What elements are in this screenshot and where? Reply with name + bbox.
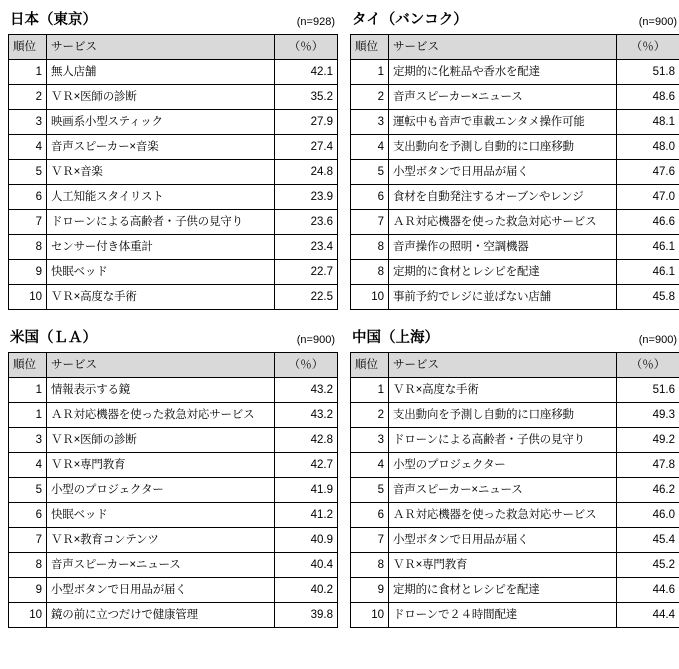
- cell-percent: 41.2: [275, 503, 338, 528]
- cell-percent: 24.8: [275, 160, 338, 185]
- table-row: [9, 185, 338, 210]
- cell-rank: 6: [351, 503, 389, 528]
- cell-rank: 4: [351, 453, 389, 478]
- cell-service: 食材を自動発注するオーブンやレンジ: [389, 185, 617, 210]
- cell-rank: 10: [9, 285, 47, 310]
- table-row: [351, 528, 679, 553]
- cell-percent: 22.5: [275, 285, 338, 310]
- column-header-percent: （％）: [275, 353, 338, 378]
- cell-percent: 42.7: [275, 453, 338, 478]
- cell-percent: 46.1: [617, 235, 679, 260]
- cell-percent: 40.2: [275, 578, 338, 603]
- table-row: [351, 285, 679, 310]
- cell-percent: 40.4: [275, 553, 338, 578]
- cell-rank: 8: [9, 553, 47, 578]
- cell-service: 無人店舗: [47, 60, 275, 85]
- cell-service: 快眠ベッド: [47, 503, 275, 528]
- table-row: [351, 185, 679, 210]
- cell-percent: 41.9: [275, 478, 338, 503]
- column-header-percent: （％）: [617, 35, 679, 60]
- panel-title: 中国（上海）: [352, 330, 439, 346]
- cell-service: センサー付き体重計: [47, 235, 275, 260]
- cell-service: ＶＲ×音楽: [47, 160, 275, 185]
- cell-service: ＡＲ対応機器を使った救急対応サービス: [47, 403, 275, 428]
- table-row: [351, 603, 679, 628]
- cell-service: 音声スピーカー×ニュース: [47, 553, 275, 578]
- table-row: [9, 578, 338, 603]
- cell-rank: 9: [351, 578, 389, 603]
- panel-sample-size: (n=900): [296, 334, 335, 346]
- panel-grid: [8, 8, 677, 628]
- cell-rank: 5: [351, 478, 389, 503]
- cell-percent: 45.8: [617, 285, 679, 310]
- column-header-percent: （％）: [275, 35, 338, 60]
- cell-service: 音声スピーカー×ニュース: [389, 85, 617, 110]
- cell-percent: 23.6: [275, 210, 338, 235]
- cell-rank: 8: [351, 235, 389, 260]
- table-row: [351, 578, 679, 603]
- panel-title: 米国（ＬＡ）: [10, 330, 97, 346]
- panel-thailand: [350, 8, 679, 310]
- table-row: [351, 453, 679, 478]
- cell-percent: 43.2: [275, 403, 338, 428]
- panel-title: タイ（バンコク）: [352, 12, 468, 28]
- cell-service: 定期的に食材とレシピを配達: [389, 260, 617, 285]
- table-row: [351, 235, 679, 260]
- cell-service: ドローンによる高齢者・子供の見守り: [389, 428, 617, 453]
- cell-service: ＶＲ×専門教育: [47, 453, 275, 478]
- cell-rank: 1: [351, 60, 389, 85]
- table-row: [351, 260, 679, 285]
- cell-percent: 44.4: [617, 603, 679, 628]
- column-header-percent: （％）: [617, 353, 679, 378]
- cell-percent: 35.2: [275, 85, 338, 110]
- table-row: [9, 210, 338, 235]
- cell-percent: 49.3: [617, 403, 679, 428]
- cell-service: ＶＲ×高度な手術: [389, 378, 617, 403]
- cell-percent: 48.0: [617, 135, 679, 160]
- table-row: [351, 135, 679, 160]
- cell-rank: 5: [9, 160, 47, 185]
- column-header-service: サービス: [389, 35, 617, 60]
- cell-service: 音声操作の照明・空調機器: [389, 235, 617, 260]
- cell-service: 運転中も音声で車載エンタメ操作可能: [389, 110, 617, 135]
- cell-service: 人工知能スタイリスト: [47, 185, 275, 210]
- cell-service: ＡＲ対応機器を使った救急対応サービス: [389, 503, 617, 528]
- table-row: [351, 210, 679, 235]
- cell-rank: 3: [351, 110, 389, 135]
- table-row: [9, 285, 338, 310]
- table-row: [9, 135, 338, 160]
- column-header-rank: 順位: [9, 353, 47, 378]
- cell-rank: 7: [9, 210, 47, 235]
- column-header-rank: 順位: [351, 353, 389, 378]
- panel-header: [350, 326, 679, 352]
- cell-service: 映画系小型スティック: [47, 110, 275, 135]
- cell-service: ドローンによる高齢者・子供の見守り: [47, 210, 275, 235]
- cell-rank: 1: [9, 378, 47, 403]
- panel-header: [8, 8, 337, 34]
- cell-service: 事前予約でレジに並ばない店舗: [389, 285, 617, 310]
- cell-rank: 3: [9, 110, 47, 135]
- table-row: [9, 428, 338, 453]
- cell-percent: 27.4: [275, 135, 338, 160]
- cell-service: 定期的に化粧品や香水を配達: [389, 60, 617, 85]
- table-header-row: [351, 353, 679, 378]
- cell-percent: 46.6: [617, 210, 679, 235]
- cell-rank: 10: [351, 285, 389, 310]
- panel-china: [350, 326, 679, 628]
- panel-sample-size: (n=900): [638, 334, 677, 346]
- table-row: [351, 428, 679, 453]
- column-header-rank: 順位: [351, 35, 389, 60]
- cell-percent: 49.2: [617, 428, 679, 453]
- cell-service: 鏡の前に立つだけで健康管理: [47, 603, 275, 628]
- cell-rank: 2: [351, 403, 389, 428]
- cell-rank: 4: [9, 135, 47, 160]
- cell-service: ＡＲ対応機器を使った救急対応サービス: [389, 210, 617, 235]
- cell-percent: 27.9: [275, 110, 338, 135]
- table-header-row: [351, 35, 679, 60]
- cell-percent: 43.2: [275, 378, 338, 403]
- table-row: [9, 603, 338, 628]
- table-row: [9, 60, 338, 85]
- cell-rank: 7: [351, 528, 389, 553]
- ranking-table: [8, 352, 338, 628]
- table-row: [351, 478, 679, 503]
- cell-percent: 45.2: [617, 553, 679, 578]
- cell-service: ドローンで２４時間配達: [389, 603, 617, 628]
- ranking-table: [350, 352, 679, 628]
- cell-percent: 48.1: [617, 110, 679, 135]
- cell-rank: 4: [9, 453, 47, 478]
- cell-service: 小型ボタンで日用品が届く: [389, 528, 617, 553]
- cell-rank: 9: [9, 578, 47, 603]
- column-header-service: サービス: [389, 353, 617, 378]
- cell-rank: 4: [351, 135, 389, 160]
- cell-rank: 2: [9, 85, 47, 110]
- cell-percent: 46.0: [617, 503, 679, 528]
- cell-rank: 10: [9, 603, 47, 628]
- panel-sample-size: (n=928): [296, 16, 335, 28]
- cell-percent: 47.6: [617, 160, 679, 185]
- cell-rank: 3: [9, 428, 47, 453]
- cell-percent: 40.9: [275, 528, 338, 553]
- table-row: [9, 403, 338, 428]
- panel-japan: [8, 8, 337, 310]
- table-row: [9, 453, 338, 478]
- cell-rank: 8: [351, 553, 389, 578]
- table-row: [351, 60, 679, 85]
- cell-rank: 8: [351, 260, 389, 285]
- table-row: [9, 528, 338, 553]
- table-header-row: [9, 353, 338, 378]
- cell-rank: 2: [351, 85, 389, 110]
- cell-service: 小型のプロジェクター: [47, 478, 275, 503]
- cell-percent: 23.9: [275, 185, 338, 210]
- cell-rank: 7: [9, 528, 47, 553]
- table-row: [351, 503, 679, 528]
- table-header-row: [9, 35, 338, 60]
- table-row: [9, 110, 338, 135]
- panel-header: [350, 8, 679, 34]
- cell-percent: 47.0: [617, 185, 679, 210]
- column-header-rank: 順位: [9, 35, 47, 60]
- table-row: [9, 160, 338, 185]
- cell-rank: 7: [351, 210, 389, 235]
- cell-rank: 1: [9, 403, 47, 428]
- cell-percent: 23.4: [275, 235, 338, 260]
- cell-rank: 8: [9, 235, 47, 260]
- cell-service: 小型ボタンで日用品が届く: [389, 160, 617, 185]
- cell-percent: 42.1: [275, 60, 338, 85]
- table-row: [351, 85, 679, 110]
- ranking-table: [8, 34, 338, 310]
- cell-percent: 45.4: [617, 528, 679, 553]
- cell-service: 支出動向を予測し自動的に口座移動: [389, 135, 617, 160]
- cell-percent: 22.7: [275, 260, 338, 285]
- cell-percent: 48.6: [617, 85, 679, 110]
- cell-service: 音声スピーカー×ニュース: [389, 478, 617, 503]
- cell-percent: 42.8: [275, 428, 338, 453]
- cell-rank: 6: [9, 185, 47, 210]
- table-row: [9, 235, 338, 260]
- cell-service: 小型ボタンで日用品が届く: [47, 578, 275, 603]
- cell-service: ＶＲ×医師の診断: [47, 85, 275, 110]
- panel-title: 日本（東京）: [10, 12, 97, 28]
- table-row: [9, 378, 338, 403]
- cell-service: ＶＲ×医師の診断: [47, 428, 275, 453]
- cell-percent: 46.2: [617, 478, 679, 503]
- cell-percent: 39.8: [275, 603, 338, 628]
- panel-header: [8, 326, 337, 352]
- cell-rank: 6: [9, 503, 47, 528]
- cell-percent: 47.8: [617, 453, 679, 478]
- cell-service: 支出動向を予測し自動的に口座移動: [389, 403, 617, 428]
- table-row: [9, 503, 338, 528]
- cell-rank: 5: [351, 160, 389, 185]
- cell-percent: 51.8: [617, 60, 679, 85]
- cell-service: 音声スピーカー×音楽: [47, 135, 275, 160]
- cell-percent: 44.6: [617, 578, 679, 603]
- column-header-service: サービス: [47, 353, 275, 378]
- cell-service: ＶＲ×教育コンテンツ: [47, 528, 275, 553]
- cell-service: 情報表示する鏡: [47, 378, 275, 403]
- column-header-service: サービス: [47, 35, 275, 60]
- table-row: [9, 553, 338, 578]
- table-row: [351, 110, 679, 135]
- table-row: [9, 85, 338, 110]
- table-row: [9, 260, 338, 285]
- table-row: [351, 403, 679, 428]
- cell-percent: 51.6: [617, 378, 679, 403]
- cell-service: 快眠ベッド: [47, 260, 275, 285]
- cell-rank: 1: [351, 378, 389, 403]
- panel-sample-size: (n=900): [638, 16, 677, 28]
- table-row: [351, 378, 679, 403]
- cell-rank: 10: [351, 603, 389, 628]
- table-row: [9, 478, 338, 503]
- cell-rank: 5: [9, 478, 47, 503]
- cell-service: 定期的に食材とレシピを配達: [389, 578, 617, 603]
- table-row: [351, 160, 679, 185]
- cell-rank: 9: [9, 260, 47, 285]
- cell-rank: 1: [9, 60, 47, 85]
- table-row: [351, 553, 679, 578]
- cell-rank: 6: [351, 185, 389, 210]
- cell-service: ＶＲ×専門教育: [389, 553, 617, 578]
- cell-percent: 46.1: [617, 260, 679, 285]
- ranking-table: [350, 34, 679, 310]
- cell-service: 小型のプロジェクター: [389, 453, 617, 478]
- cell-rank: 3: [351, 428, 389, 453]
- panel-usa: [8, 326, 337, 628]
- cell-service: ＶＲ×高度な手術: [47, 285, 275, 310]
